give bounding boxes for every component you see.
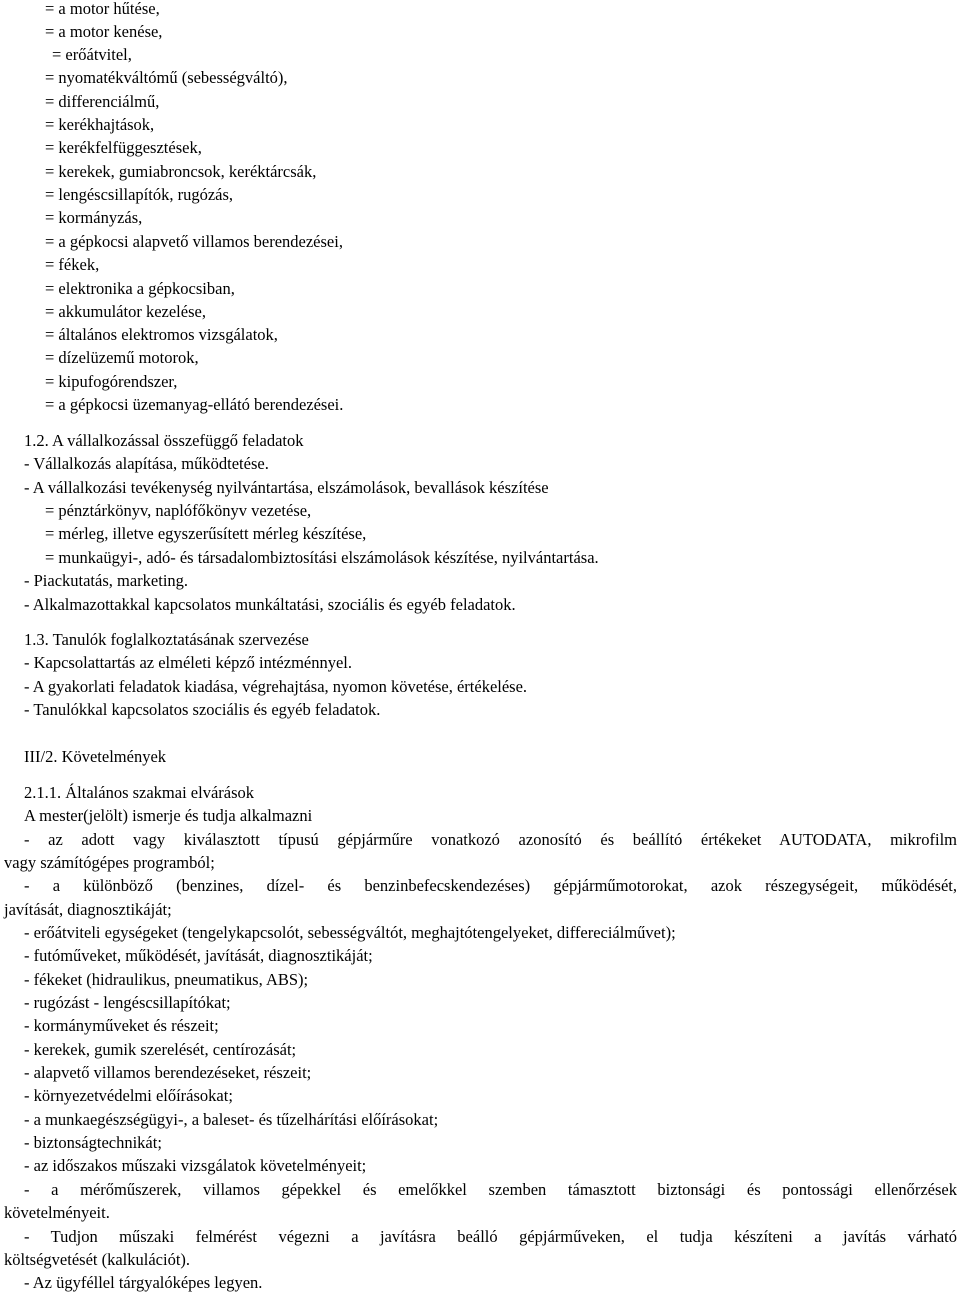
list-item: = a motor kenése,: [45, 22, 163, 41]
list-item: = pénztárkönyv, naplófőkönyv vezetése,: [45, 501, 312, 520]
list-item: - futóműveket, működését, javítását, diagnosztikáját;: [24, 946, 373, 965]
list-item: - Alkalmazottakkal kapcsolatos munkáltatási, szociális és egyéb feladatok.: [24, 595, 516, 614]
list-item: = kerekek, gumiabroncsok, keréktárcsák,: [45, 162, 317, 181]
list-item: = a gépkocsi üzemanyag-ellátó berendezései.: [45, 395, 344, 414]
list-item: = általános elektromos vizsgálatok,: [45, 325, 278, 344]
list-item-continuation: követelményeit.: [4, 1203, 110, 1222]
list-item: - a különböző (benzines, dízel- és benzinbefecskendezéses) gépjárműmotorokat, azok részegységeit, működését,: [24, 876, 957, 895]
list-item: = kipufogórendszer,: [45, 372, 178, 391]
list-item: = elektronika a gépkocsiban,: [45, 279, 235, 298]
list-item: - fékeket (hidraulikus, pneumatikus, ABS);: [24, 970, 309, 989]
list-item: - rugózást - lengéscsillapítókat;: [24, 993, 231, 1012]
list-item: = a motor hűtése,: [45, 0, 160, 18]
list-item: = kormányzás,: [45, 208, 143, 227]
list-item: - az időszakos műszaki vizsgálatok követelményeit;: [24, 1156, 367, 1175]
list-item: - kormányműveket és részeit;: [24, 1016, 219, 1035]
list-item: - az adott vagy kiválasztott típusú gépjárműre vonatkozó azonosító és beállító értékeket AUTODATA, mikrofilm: [24, 830, 957, 849]
list-item: = erőátvitel,: [52, 45, 132, 64]
list-item: - Vállalkozás alapítása, működtetése.: [24, 454, 269, 473]
list-item: = kerékhajtások,: [45, 115, 155, 134]
list-item: - Tudjon műszaki felmérést végezni a javításra beálló gépjárműveken, el tudja készíteni a javítás várható: [24, 1227, 957, 1246]
list-item-continuation: javítását, diagnosztikáját;: [4, 900, 172, 919]
list-item: = dízelüzemű motorok,: [45, 348, 199, 367]
list-item-continuation: költségvetését (kalkulációt).: [4, 1250, 191, 1269]
list-item: - A vállalkozási tevékenység nyilvántartása, elszámolások, bevallások készítése: [24, 478, 549, 497]
list-item: - Az ügyféllel tárgyalóképes legyen.: [24, 1273, 263, 1292]
list-item: = nyomatékváltómű (sebességváltó),: [45, 68, 288, 87]
list-item-continuation: vagy számítógépes programból;: [4, 853, 215, 872]
list-item: - A gyakorlati feladatok kiadása, végrehajtása, nyomon követése, értékelése.: [24, 677, 528, 696]
list-item: = akkumulátor kezelése,: [45, 302, 206, 321]
list-item: - Kapcsolattartás az elméleti képző intézménnyel.: [24, 653, 353, 672]
list-item: - Piackutatás, marketing.: [24, 571, 189, 590]
list-item: = a gépkocsi alapvető villamos berendezései,: [45, 232, 343, 251]
section-heading: 1.3. Tanulók foglalkoztatásának szervezése: [24, 630, 309, 649]
intro-text: A mester(jelölt) ismerje és tudja alkalmazni: [24, 806, 313, 825]
list-item: - kerekek, gumik szerelését, centírozását;: [24, 1040, 297, 1059]
list-item: = lengéscsillapítók, rugózás,: [45, 185, 234, 204]
list-item: = mérleg, illetve egyszerűsített mérleg készítése,: [45, 524, 367, 543]
list-item: - Tanulókkal kapcsolatos szociális és egyéb feladatok.: [24, 700, 381, 719]
list-item: - a munkaegészségügyi-, a baleset- és tűzelhárítási előírásokat;: [24, 1110, 439, 1129]
list-item: - környezetvédelmi előírásokat;: [24, 1086, 233, 1105]
list-item: - a mérőműszerek, villamos gépekkel és emelőkkel szemben támasztott biztonsági és pontossági ellenőrzések: [24, 1180, 957, 1199]
section-heading: 2.1.1. Általános szakmai elvárások: [24, 783, 255, 802]
list-item: - alapvető villamos berendezéseket, részeit;: [24, 1063, 312, 1082]
list-item: = kerékfelfüggesztések,: [45, 138, 202, 157]
list-item: = munkaügyi-, adó- és társadalombiztosítási elszámolások készítése, nyilvántartása.: [45, 548, 599, 567]
list-item: = differenciálmű,: [45, 92, 160, 111]
section-heading: 1.2. A vállalkozással összefüggő feladatok: [24, 431, 304, 450]
section-heading: III/2. Követelmények: [24, 747, 167, 766]
list-item: - biztonságtechnikát;: [24, 1133, 162, 1152]
list-item: = fékek,: [45, 255, 100, 274]
list-item: - erőátviteli egységeket (tengelykapcsolót, sebességváltót, meghajtótengelyeket, differeciálművet);: [24, 923, 676, 942]
